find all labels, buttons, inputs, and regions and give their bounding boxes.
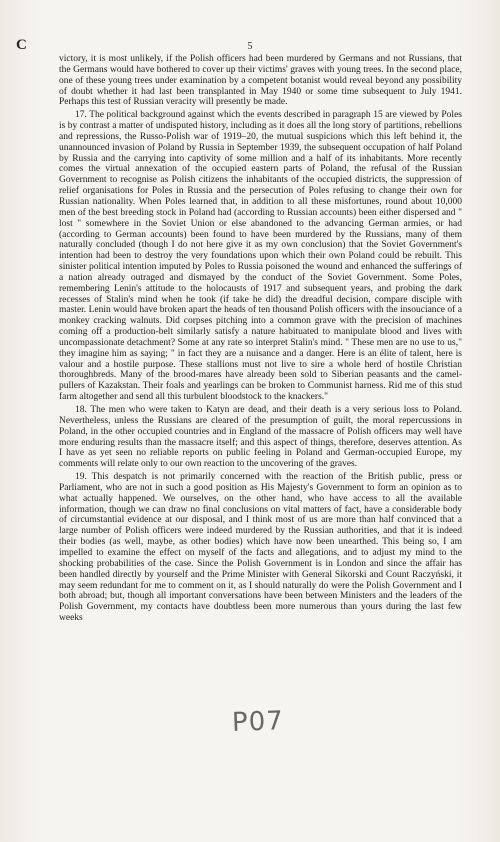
paragraph-17: 17. The political background against which the events described in paragraph 15 are viewed by Poles is by contrast a matter of undisputed history, including as it does all the long story of partitions, rebellions and repressions, the Russo-Polish war of 1919–20, the mutual suspicions which this left behind it, the unannounced invasion of Poland by Russia in September 1939, the subsequent occupation of half Poland by Russia and the carrying into captivity of some million and a half of its inhabitants. More recently comes the virtual annexation of the occupied eastern parts of Poland, the refusal of the Russian Government to recognise as Polish citizens the inhabitants of the occupied districts, the suppression of relief organisations for Poles in Russia and the persecution of Poles refusing to change their own for Russian nationality. When Poles learned that, in addition to all these misfortunes, round about 10,000 men of the best breeding stock in Poland had (according to Russian accounts) been either dispersed and " lost " somewhere in the Soviet Union or else abandoned to the advancing German armies, or had (according to German accounts) been found to have been murdered by the Russians, many of them naturally concluded (though I do not here give it as my own conclusion) that the Soviet Government's intention had been to destroy the very foundations upon which their own Poland could be rebuilt. This sinister political intention imputed by Poles to Russia poisoned the wound and enhanced the sufferings of a nation already outraged and dismayed by the conduct of the Soviet Government. Some Poles, remembering Lenin's attitude to the holocausts of 1917 and subsequent years, and probing the dark recesses of Stalin's mind when he took (if take he did) the dreadful decision, compare disciple with master. Lenin would have broken apart the heads of ten thousand Polish officers with the insouciance of a monkey cracking walnuts. Did corpses pitching into a common grave with the precision of machines coming off a production-belt similarly satisfy a nature habituated to manipulate blood and lives with uncompassionate detachment? Some at any rate so interpret Stalin's mind. " These men are no use to us," they imagine him as saying; " in fact they are a nuisance and a danger. Here is an élite of talent, here is valour and a hostile purpose. These stallions must not live to sire a whole herd of hostile Christian thoroughbreds. Many of the brood-mares have already been sold to Siberian peasants and the camel-pullers of Kazakstan. Their foals and yearlings can be broken to Communist harness. Rid me of this stud farm altogether and send all this turbulent bloodstock to the knackers." [59, 110, 462, 403]
paragraph-19: 19. This despatch is not primarily concerned with the reaction of the British public, press or Parliament, who are not in such a good position as His Majesty's Government to form an opinion as to what actually happened. We ourselves, on the other hand, who have access to all the available information, though we can draw no final conclusions on vital matters of fact, have a considerable body of circumstantial evidence at our disposal, and I think most of us are more than half convinced that a large number of Polish officers were indeed murdered by the Russian authorities, and that it is indeed their bodies (as well, maybe, as other bodies) which have now been unearthed. This being so, I am impelled to examine the effect on myself of the facts and allegations, and to adjust my mind to the shocking probabilities of the case. Since the Polish Government is in London and since the affair has been handled directly by yourself and the Prime Minister with General Sikorski and Count Raczyński, it may seem redundant for me to comment on it, as I should naturally do were the Polish Government and I both abroad; but, though all important conversations have been between Ministers and the leaders of the Polish Government, my contacts have doubtless been more numerous than yours during the last few weeks [59, 472, 462, 624]
paragraph-continuation: victory, it is most unlikely, if the Polish officers had been murdered by Germans and not Russians, that the Germans would have bothered to cover up their victims' graves with young trees. In the second place, one of these young trees under examination by a competent botanist would reveal beyond any possibility of doubt whether it had last been transplanted in May 1940 or some time subsequent to July 1941. Perhaps this test of Russian veracity will presently be made. [59, 54, 462, 108]
page-number: 5 [247, 41, 253, 52]
document-body [59, 54, 462, 624]
corner-mark: C [16, 37, 27, 53]
handwritten-page-annotation: P07 [231, 706, 285, 738]
paragraph-18: 18. The men who were taken to Katyn are dead, and their death is a very serious loss to Poland. Nevertheless, unless the Russians are cleared of the presumption of guilt, the moral repercussions in Poland, in the other occupied countries and in England of the massacre of Polish officers may well have more enduring results than the massacre itself; and this aspect of things, therefore, deserves attention. As I have as yet seen no reliable reports on public feeling in Poland and German-occupied Europe, my comments will relate only to our own reaction to the uncovering of the graves. [59, 405, 462, 470]
